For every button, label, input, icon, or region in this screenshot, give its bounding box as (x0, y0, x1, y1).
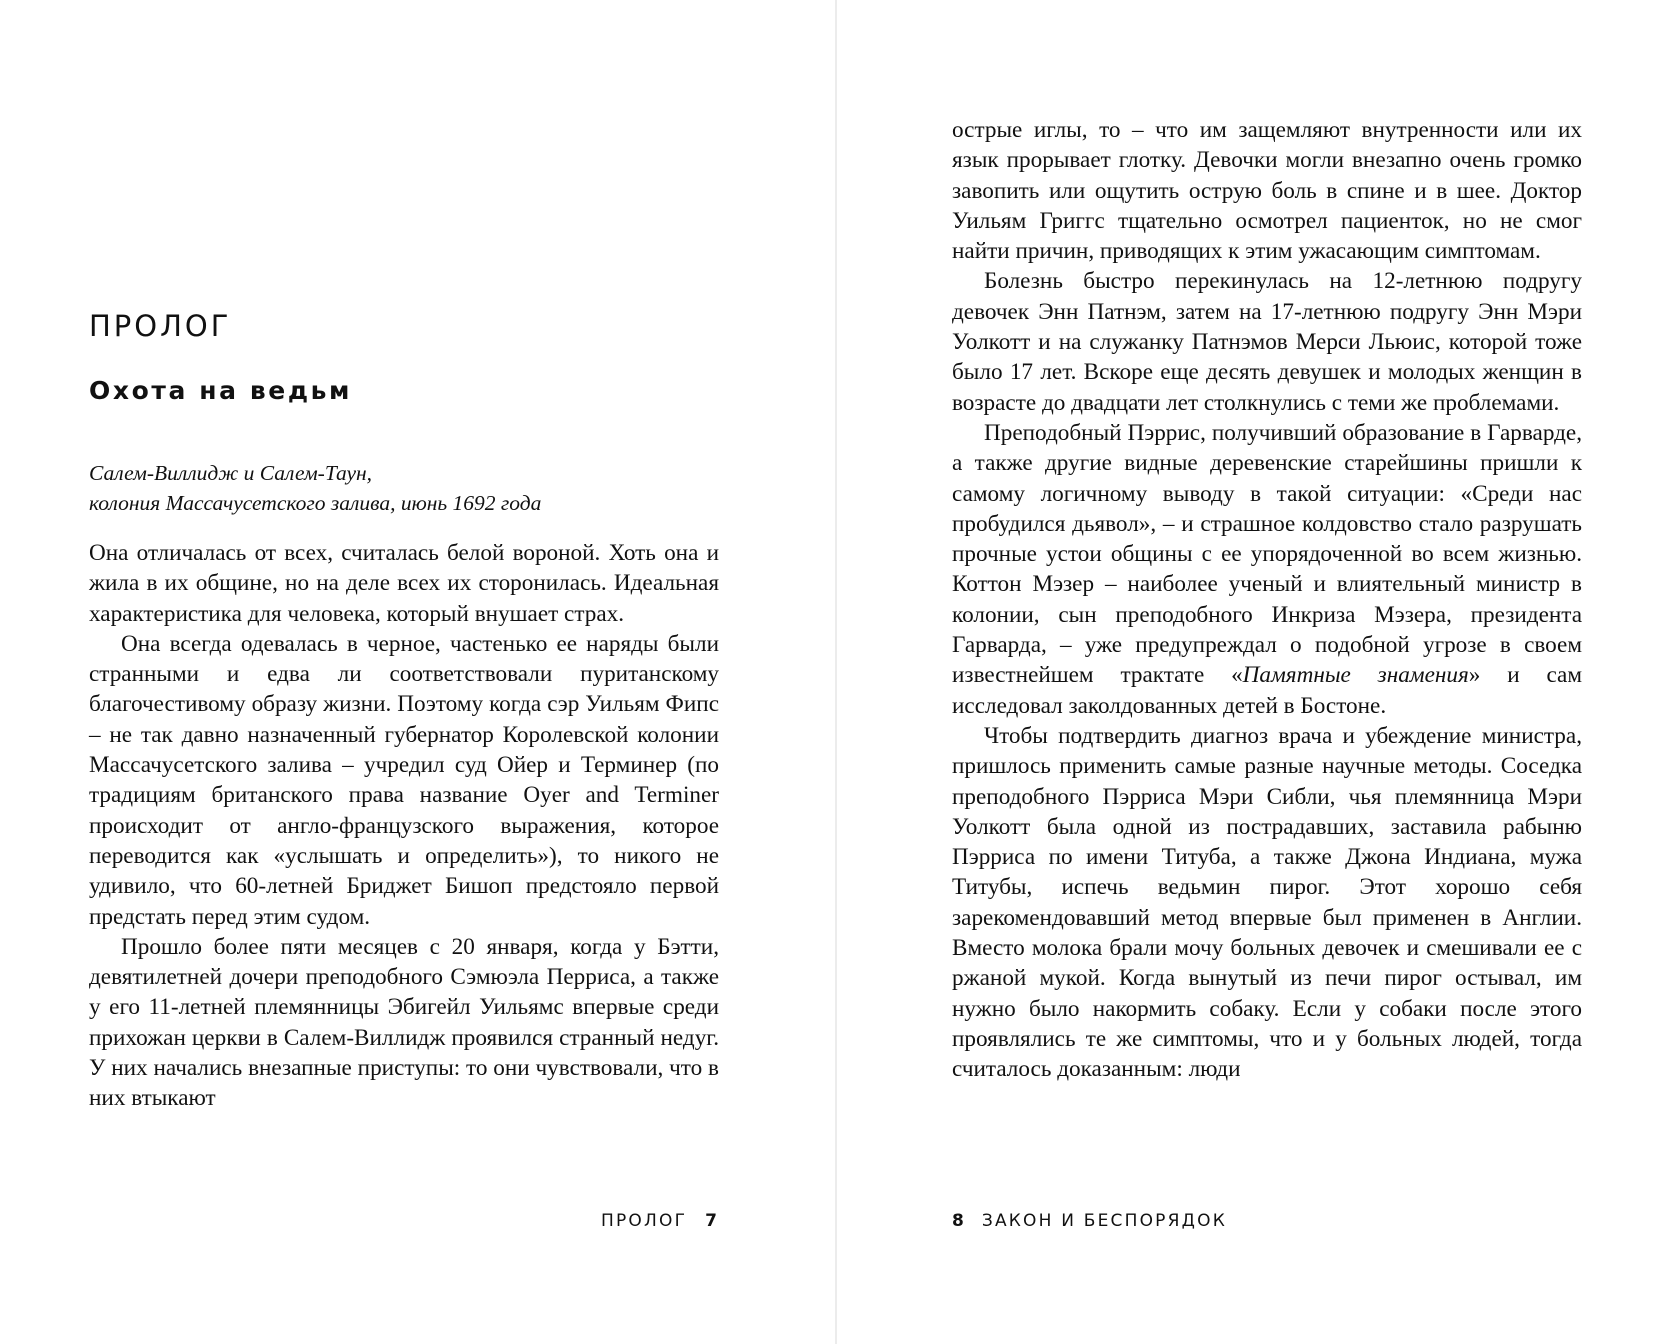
right-page (837, 0, 1671, 1344)
paragraph-text: Преподобный Пэррис, получивший образование в Гарварде, а также другие видные деревенские старейшины пришли к самому логичному выводу в такой ситуации: «Среди нас пробудился дьявол», – и страшное колдовство стало разрушать прочные устои общины с ее упорядоченной во всем жизнью. Коттон Мэзер – наиболее ученый и влиятельный министр в колонии, сын преподобного Инкриза Мэзера, президента Гарварда, – уже предупреждал о подобной угрозе в своем известнейшем трактате « (952, 419, 1582, 689)
paragraph: Она отличалась от всех, считалась белой вороной. Хоть она и жила в их общине, но на деле всех их сторонилась. Идеальная характеристика для человека, который внушает страх. (89, 540, 719, 627)
paragraph: Она всегда одевалась в черное, частенько ее наряды были странными и едва ли соответствовали пуританскому благочестивому образу жизни. Поэтому когда сэр Уильям Фипс – не так давно назначенный губернатор Королевской колонии Массачусетского залива – учредил суд Ойер и Терминер (по традициям британского права название Oyer and Terminer происходит от англо-французского выражения, которое переводится как «услышать и определить»), то никого не удивило, что 60-летней Бриджет Бишоп предстояло первой предстать перед этим судом. (89, 630, 719, 930)
book-title-reference: Памятные знамения (1242, 662, 1469, 689)
chapter-title: Охота на ведьм (89, 376, 353, 405)
epigraph-line: колония Массачусетского залива, июнь 1692 года (89, 491, 542, 515)
left-page (0, 0, 835, 1344)
paragraph: Чтобы подтвердить диагноз врача и убеждение министра, пришлось применить самые разные научные методы. Соседка преподобного Пэрриса Мэри Сибли, чья племянница Мэри Уолкотт была одной из пострадавших, заставила рабыню Пэрриса по имени Титуба, а также Джона Индиана, мужа Титубы, испечь ведьмин пирог. Этот хорошо себя зарекомендовавший метод впервые был применен в Англии. Вместо молока брали мочу больных девочек и смешивали ее с ржаной мукой. Когда вынутый из печи пирог остывал, им нужно было накормить собаку. Если у собаки после этого проявлялись те же симптомы, что и у больных людей, тогда считалось доказанным: люди (952, 722, 1582, 1083)
running-head: ПРОЛОГ (601, 1211, 688, 1231)
page-footer (952, 1213, 1227, 1230)
epigraph (89, 458, 729, 518)
paragraph-text: » и сам исследовал заколдованных детей в Бостоне. (952, 662, 1582, 719)
body-text (952, 115, 1582, 1085)
page-number: 8 (952, 1211, 964, 1231)
page-number: 7 (705, 1211, 717, 1231)
chapter-label: ПРОЛОГ (89, 309, 232, 343)
body-text (89, 538, 719, 1114)
page-footer (601, 1213, 717, 1230)
epigraph-line: Салем-Виллидж и Салем-Таун, (89, 461, 373, 485)
running-head: ЗАКОН И БЕСПОРЯДОК (981, 1211, 1227, 1231)
paragraph: Прошло более пяти месяцев с 20 января, когда у Бэтти, девятилетней дочери преподобного Сэмюэла Перриса, а также у его 11-летней племянницы Эбигейл Уильямс впервые среди прихожан церкви в Салем-Виллидж проявился странный недуг. У них начались внезапные приступы: то они чувствовали, что в них втыкают (89, 933, 719, 1112)
paragraph: Болезнь быстро перекинулась на 12-летнюю подругу девочек Энн Патнэм, затем на 17-летнюю подругу Энн Мэри Уолкотт и на служанку Патнэмов Мерси Льюис, которой тоже было 17 лет. Вскоре еще десять девушек и молодых женщин в возрасте до двадцати лет столкнулись с теми же проблемами. (952, 268, 1582, 416)
paragraph: острые иглы, то – что им защемляют внутренности или их язык прорывает глотку. Девочки могли внезапно очень громко завопить или ощутить острую боль в спине и в шее. Доктор Уильям Григгс тщательно осмотрел пациенток, но не смог найти причин, приводящих к этим ужасающим симптомам. (952, 117, 1582, 265)
paragraph (952, 418, 1582, 721)
